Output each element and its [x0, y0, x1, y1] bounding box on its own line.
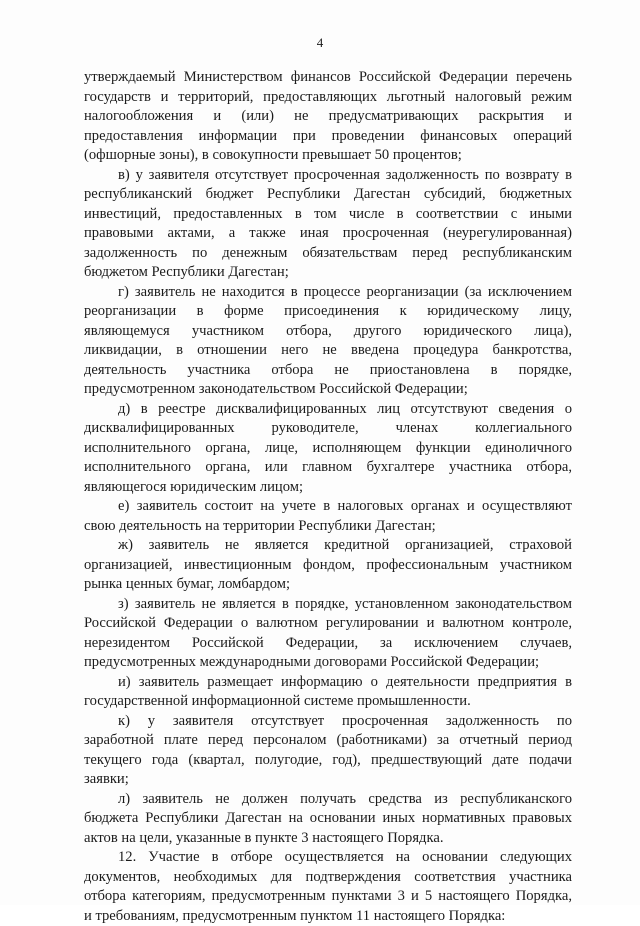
text-line: отбора категориям, предусмотренным пунктами 3 и 5 настоящего Порядка,: [84, 887, 572, 907]
text-line: 12. Участие в отборе осуществляется на основании следующих: [84, 848, 572, 868]
text-line: являющегося юридическим лицом;: [84, 478, 572, 498]
text-line: правовыми актами, а также иная просроченная (неурегулированная): [84, 224, 572, 244]
text-line: рынка ценных бумаг, ломбардом;: [84, 575, 572, 595]
text-line: л) заявитель не должен получать средства из республиканского: [84, 790, 572, 810]
text-line: утверждаемый Министерством финансов Российской Федерации перечень: [84, 68, 572, 88]
text-line: организацией, инвестиционным фондом, профессиональным участником: [84, 556, 572, 576]
text-line: и) заявитель размещает информацию о деятельности предприятия в: [84, 673, 572, 693]
text-line: з) заявитель не является в порядке, установленном законодательством: [84, 595, 572, 615]
text-line: и требованиям, предусмотренным пунктом 11 настоящего Порядка:: [84, 907, 572, 926]
text-line: ликвидации, в отношении него не введена процедура банкротства,: [84, 341, 572, 361]
text-line: бюджетом Республики Дагестан;: [84, 263, 572, 283]
text-line: налогообложения и (или) не предусматривающих раскрытия и: [84, 107, 572, 127]
text-line: деятельность участника отбора не приостановлена в порядке,: [84, 361, 572, 381]
text-line: предусмотренных международными договорами Российской Федерации;: [84, 653, 572, 673]
text-line: заявки;: [84, 770, 572, 790]
text-line: государств и территорий, предоставляющих льготный налоговый режим: [84, 88, 572, 108]
text-line: исполнительного органа, или главном бухгалтере участника отбора,: [84, 458, 572, 478]
text-line: государственной информационной системе промышленности.: [84, 692, 572, 712]
text-line: исполнительного органа, лице, исполняющем функции единоличного: [84, 439, 572, 459]
text-line: предусмотренном законодательством Российской Федерации;: [84, 380, 572, 400]
page-number: 4: [0, 35, 640, 51]
text-line: задолженность по денежным обязательствам перед республиканским: [84, 244, 572, 264]
text-line: республиканский бюджет Республики Дагестан субсидий, бюджетных: [84, 185, 572, 205]
text-line: в) у заявителя отсутствует просроченная задолженность по возврату в: [84, 166, 572, 186]
text-line: Российской Федерации о валютном регулировании и валютном контроле,: [84, 614, 572, 634]
text-line: (офшорные зоны), в совокупности превышает 50 процентов;: [84, 146, 572, 166]
text-line: являющемуся участником отбора, другого юридического лица),: [84, 322, 572, 342]
text-line: дисквалифицированных руководителе, членах коллегиального: [84, 419, 572, 439]
text-line: е) заявитель состоит на учете в налоговых органах и осуществляют: [84, 497, 572, 517]
text-line: ж) заявитель не является кредитной организацией, страховой: [84, 536, 572, 556]
text-line: документов, необходимых для подтверждения соответствия участника: [84, 868, 572, 888]
text-line: свою деятельность на территории Республики Дагестан;: [84, 517, 572, 537]
text-line: к) у заявителя отсутствует просроченная задолженность по: [84, 712, 572, 732]
text-line: предоставления информации при проведении финансовых операций: [84, 127, 572, 147]
text-line: г) заявитель не находится в процессе реорганизации (за исключением: [84, 283, 572, 303]
text-line: д) в реестре дисквалифицированных лиц отсутствуют сведения о: [84, 400, 572, 420]
text-line: текущего года (квартал, полугодие, год), предшествующий дате подачи: [84, 751, 572, 771]
text-line: реорганизации в форме присоединения к юридическому лицу,: [84, 302, 572, 322]
text-line: бюджета Республики Дагестан на основании иных нормативных правовых: [84, 809, 572, 829]
text-line: заработной плате перед персоналом (работниками) за отчетный период: [84, 731, 572, 751]
text-line: нерезидентом Российской Федерации, за исключением случаев,: [84, 634, 572, 654]
text-line: актов на цели, указанные в пункте 3 настоящего Порядка.: [84, 829, 572, 849]
text-line: инвестиций, предоставленных в том числе в соответствии с иными: [84, 205, 572, 225]
document-body: [84, 68, 572, 926]
